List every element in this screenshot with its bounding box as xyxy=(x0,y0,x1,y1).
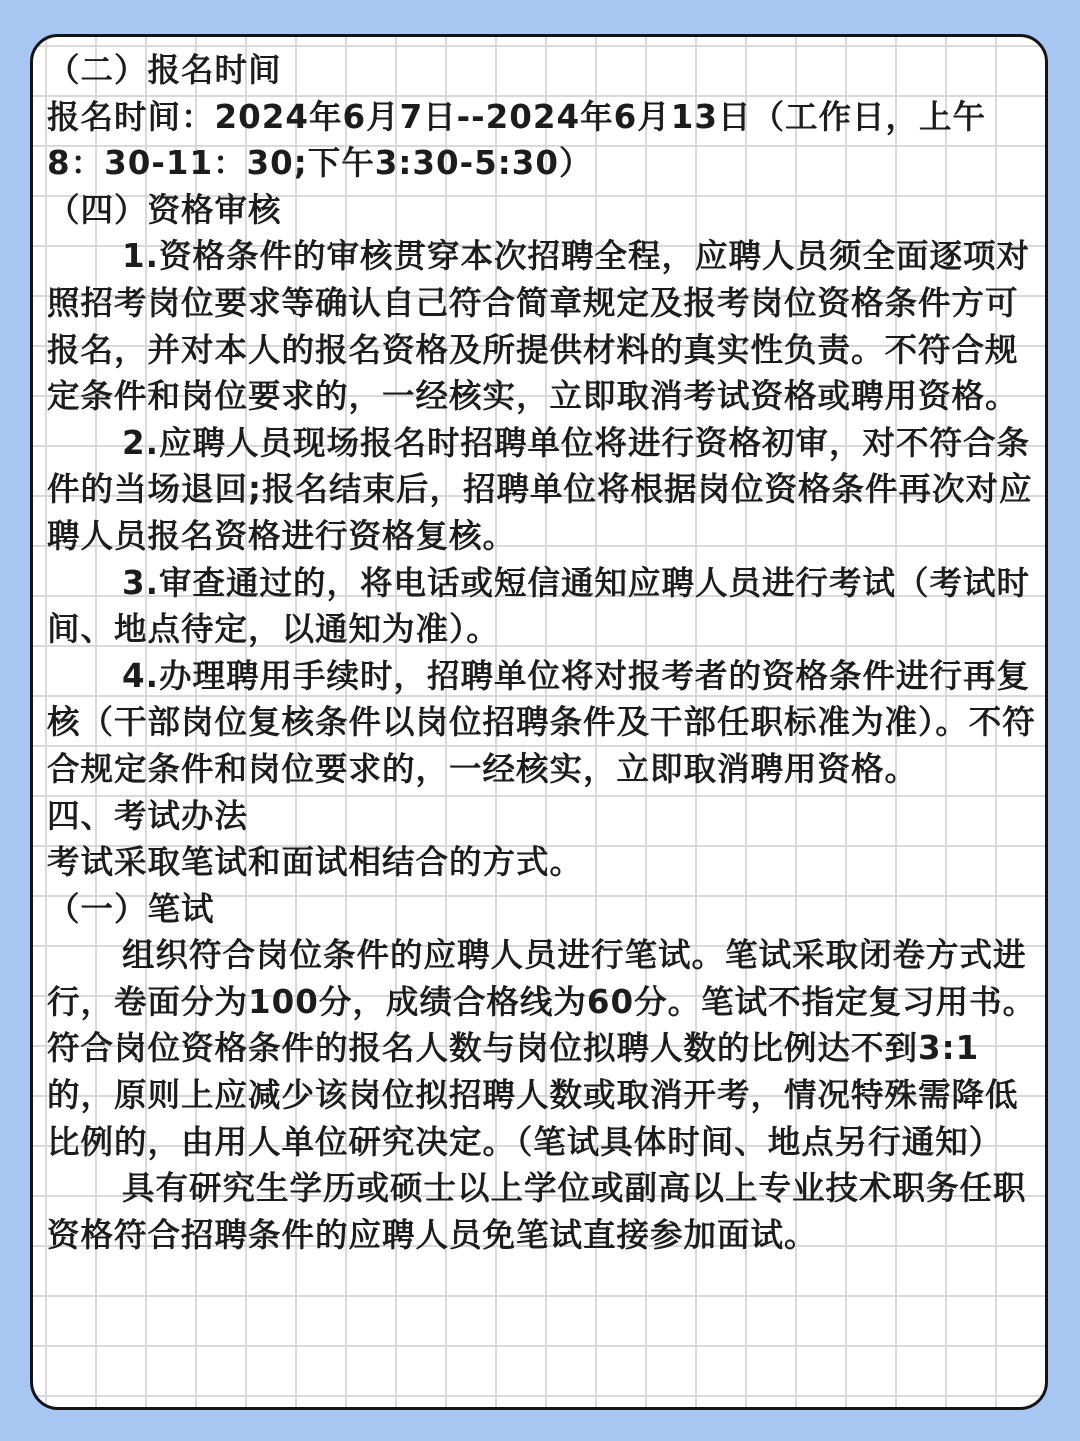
paragraph-review-item-4: 4.办理聘用手续时，招聘单位将对报考者的资格条件进行再复核（干部岗位复核条件以岗位招聘条件及干部任职标准为准）。不符合规定条件和岗位要求的，一经核实，立即取消聘用资格。 xyxy=(47,656,1036,788)
section-heading-exam-method: 四、考试办法 xyxy=(47,796,249,835)
section-heading-qualification-review: （四）资格审核 xyxy=(47,190,282,229)
paragraph-exemption: 具有研究生学历或硕士以上学位或副高以上专业技术职务任职资格符合招聘条件的应聘人员免笔试直接参加面试。 xyxy=(47,1169,1027,1254)
document-card xyxy=(30,34,1048,1410)
paragraph-review-item-3: 3.审查通过的，将电话或短信通知应聘人员进行考试（考试时间、地点待定，以通知为准）。 xyxy=(47,563,1030,649)
paragraph-exam-method: 考试采取笔试和面试相结合的方式。 xyxy=(47,843,584,882)
section-heading-written-exam: （一）笔试 xyxy=(47,889,215,928)
paragraph-written-exam: 组织符合岗位条件的应聘人员进行笔试。笔试采取闭卷方式进行，卷面分为100分，成绩合格线为60分。笔试不指定复习用书。符合岗位资格条件的报名人数与岗位拟聘人数的比例达不到3:1的，原则上应减少该岗位拟招聘人数或取消开考，情况特殊需降低比例的，由用人单位研究决定。（笔试具体时间、地点另行通知） xyxy=(47,936,1037,1161)
document-body xyxy=(47,47,1037,1258)
paragraph-registration-time: 报名时间：2024年6月7日--2024年6月13日（工作日，上午8：30-11：30;下午3:30-5:30） xyxy=(47,97,986,183)
section-heading-registration-time: （二）报名时间 xyxy=(47,51,282,89)
paragraph-review-item-2: 2.应聘人员现场报名时招聘单位将进行资格初审，对不符合条件的当场退回;报名结束后，招聘单位将根据岗位资格条件再次对应聘人员报名资格进行资格复核。 xyxy=(47,423,1033,555)
paragraph-review-item-1: 1.资格条件的审核贯穿本次招聘全程，应聘人员须全面逐项对照招考岗位要求等确认自己符合简章规定及报考岗位资格条件方可报名，并对本人的报名资格及所提供材料的真实性负责。不符合规定条件和岗位要求的，一经核实，立即取消考试资格或聘用资格。 xyxy=(47,237,1030,416)
